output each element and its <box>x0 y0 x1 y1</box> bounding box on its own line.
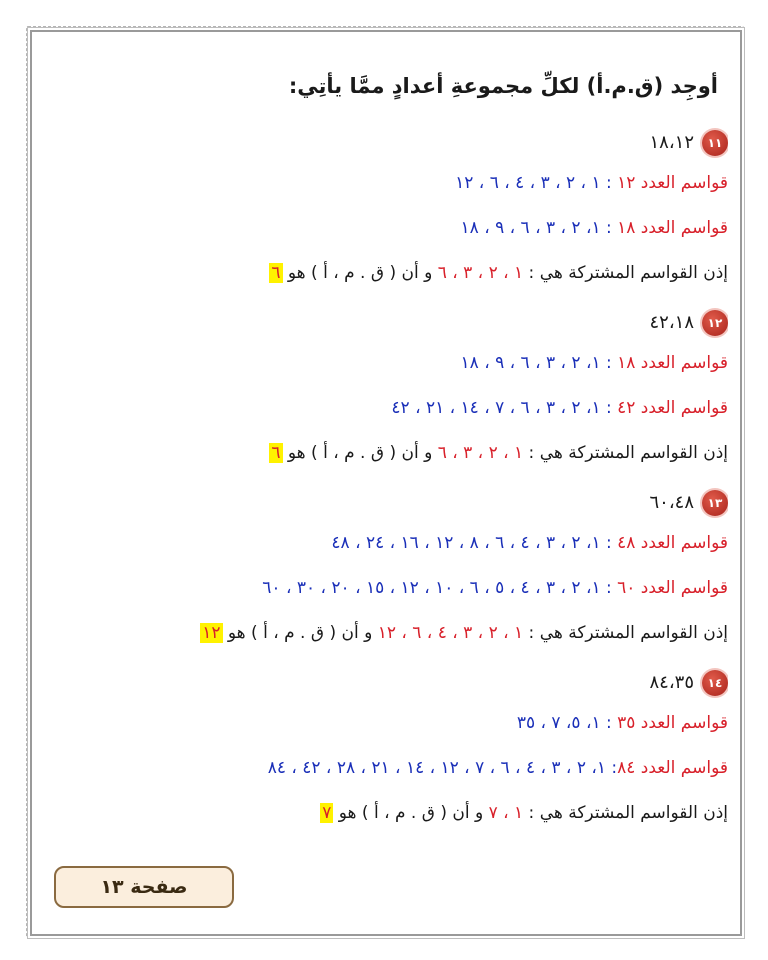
problem-number-badge: ١٢ <box>702 310 728 336</box>
problem-13-header <box>40 480 728 525</box>
divisors-label: قواسم العدد ٦٠ <box>617 578 728 598</box>
worksheet-content <box>40 70 728 840</box>
divisors-line <box>40 525 728 570</box>
problem-numbers: ١٨،١٢ <box>649 131 694 153</box>
conclusion-prefix: إذن القواسم المشتركة هي : <box>523 623 728 643</box>
problem-number-badge: ١٤ <box>702 670 728 696</box>
divisors-list: : ١ ، ٢ ، ٣ ، ٤ ، ٦ ، ١٢ <box>455 173 618 193</box>
divisors-label: قواسم العدد ٤٢ <box>617 398 728 418</box>
divisors-list: : ١، ٥، ٧ ، ٣٥ <box>516 713 618 733</box>
problem-numbers: ٤٢،١٨ <box>649 311 694 333</box>
common-divisors: ١ ، ٧ <box>488 803 524 823</box>
divisors-list: : ١، ٢ ، ٣ ، ٤ ، ٥ ، ٦ ، ١٠ ، ١٢ ، ١٥ ، ٢٠ ، ٣٠ ، ٦٠ <box>262 578 618 598</box>
common-divisors: ١ ، ٢ ، ٣ ، ٦ <box>437 443 524 463</box>
problem-12-header <box>40 300 728 345</box>
divisors-label: قواسم العدد ١٨ <box>617 218 728 238</box>
divisors-line <box>40 165 728 210</box>
gcd-answer: ٦ <box>271 443 281 463</box>
problem-numbers: ٦٠،٤٨ <box>649 491 694 513</box>
problem-14-header <box>40 660 728 705</box>
divisors-line <box>40 570 728 615</box>
conclusion-middle: و أن ( ق . م ، أ ) هو <box>333 803 489 823</box>
instruction-heading: أوجِد (ق.م.أ) لكلِّ مجموعةِ أعدادٍ ممَّا يأتِي: <box>288 74 718 98</box>
divisors-line <box>40 210 728 255</box>
gcd-answer: ١٢ <box>202 623 221 643</box>
divisors-list: : ١، ٢ ، ٣ ، ٦ ، ٩ ، ١٨ <box>460 353 618 373</box>
divisors-label: قواسم العدد ١٨ <box>617 353 728 373</box>
divisors-label: قواسم العدد ٨٤ <box>617 758 728 778</box>
gcd-answer: ٧ <box>322 803 332 823</box>
divisors-line <box>40 750 728 795</box>
conclusion-line <box>40 435 728 480</box>
conclusion-middle: و أن ( ق . م ، أ ) هو <box>282 443 438 463</box>
divisors-label: قواسم العدد ١٢ <box>617 173 728 193</box>
problem-number-badge: ١٣ <box>702 490 728 516</box>
conclusion-middle: و أن ( ق . م ، أ ) هو <box>282 263 438 283</box>
divisors-list: : ١، ٢ ، ٣ ، ٤ ، ٦ ، ٨ ، ١٢ ، ١٦ ، ٢٤ ، ٤٨ <box>331 533 618 553</box>
conclusion-line <box>40 255 728 300</box>
page-number-tab: صفحة ١٣ <box>54 866 234 908</box>
common-divisors: ١ ، ٢ ، ٣ ، ٦ <box>437 263 524 283</box>
divisors-line <box>40 345 728 390</box>
conclusion-prefix: إذن القواسم المشتركة هي : <box>523 443 728 463</box>
gcd-answer: ٦ <box>271 263 281 283</box>
conclusion-line <box>40 615 728 660</box>
divisors-label: قواسم العدد ٤٨ <box>617 533 728 553</box>
divisors-label: قواسم العدد ٣٥ <box>617 713 728 733</box>
problem-11-header <box>40 120 728 165</box>
conclusion-prefix: إذن القواسم المشتركة هي : <box>523 803 728 823</box>
divisors-list: : ١، ٢ ، ٣ ، ٤ ، ٦ ، ٧ ، ١٢ ، ١٤ ، ٢١ ، ٢٨ ، ٤٢ ، ٨٤ <box>267 758 618 778</box>
divisors-list: : ١، ٢ ، ٣ ، ٦ ، ٧ ، ١٤ ، ٢١ ، ٤٢ <box>391 398 618 418</box>
conclusion-line <box>40 795 728 840</box>
divisors-line <box>40 390 728 435</box>
common-divisors: ١ ، ٢ ، ٣ ، ٤ ، ٦ ، ١٢ <box>377 623 524 643</box>
conclusion-prefix: إذن القواسم المشتركة هي : <box>523 263 728 283</box>
divisors-line <box>40 705 728 750</box>
problem-numbers: ٨٤،٣٥ <box>649 671 694 693</box>
problem-number-badge: ١١ <box>702 130 728 156</box>
conclusion-middle: و أن ( ق . م ، أ ) هو <box>222 623 378 643</box>
divisors-list: : ١، ٢ ، ٣ ، ٦ ، ٩ ، ١٨ <box>460 218 618 238</box>
